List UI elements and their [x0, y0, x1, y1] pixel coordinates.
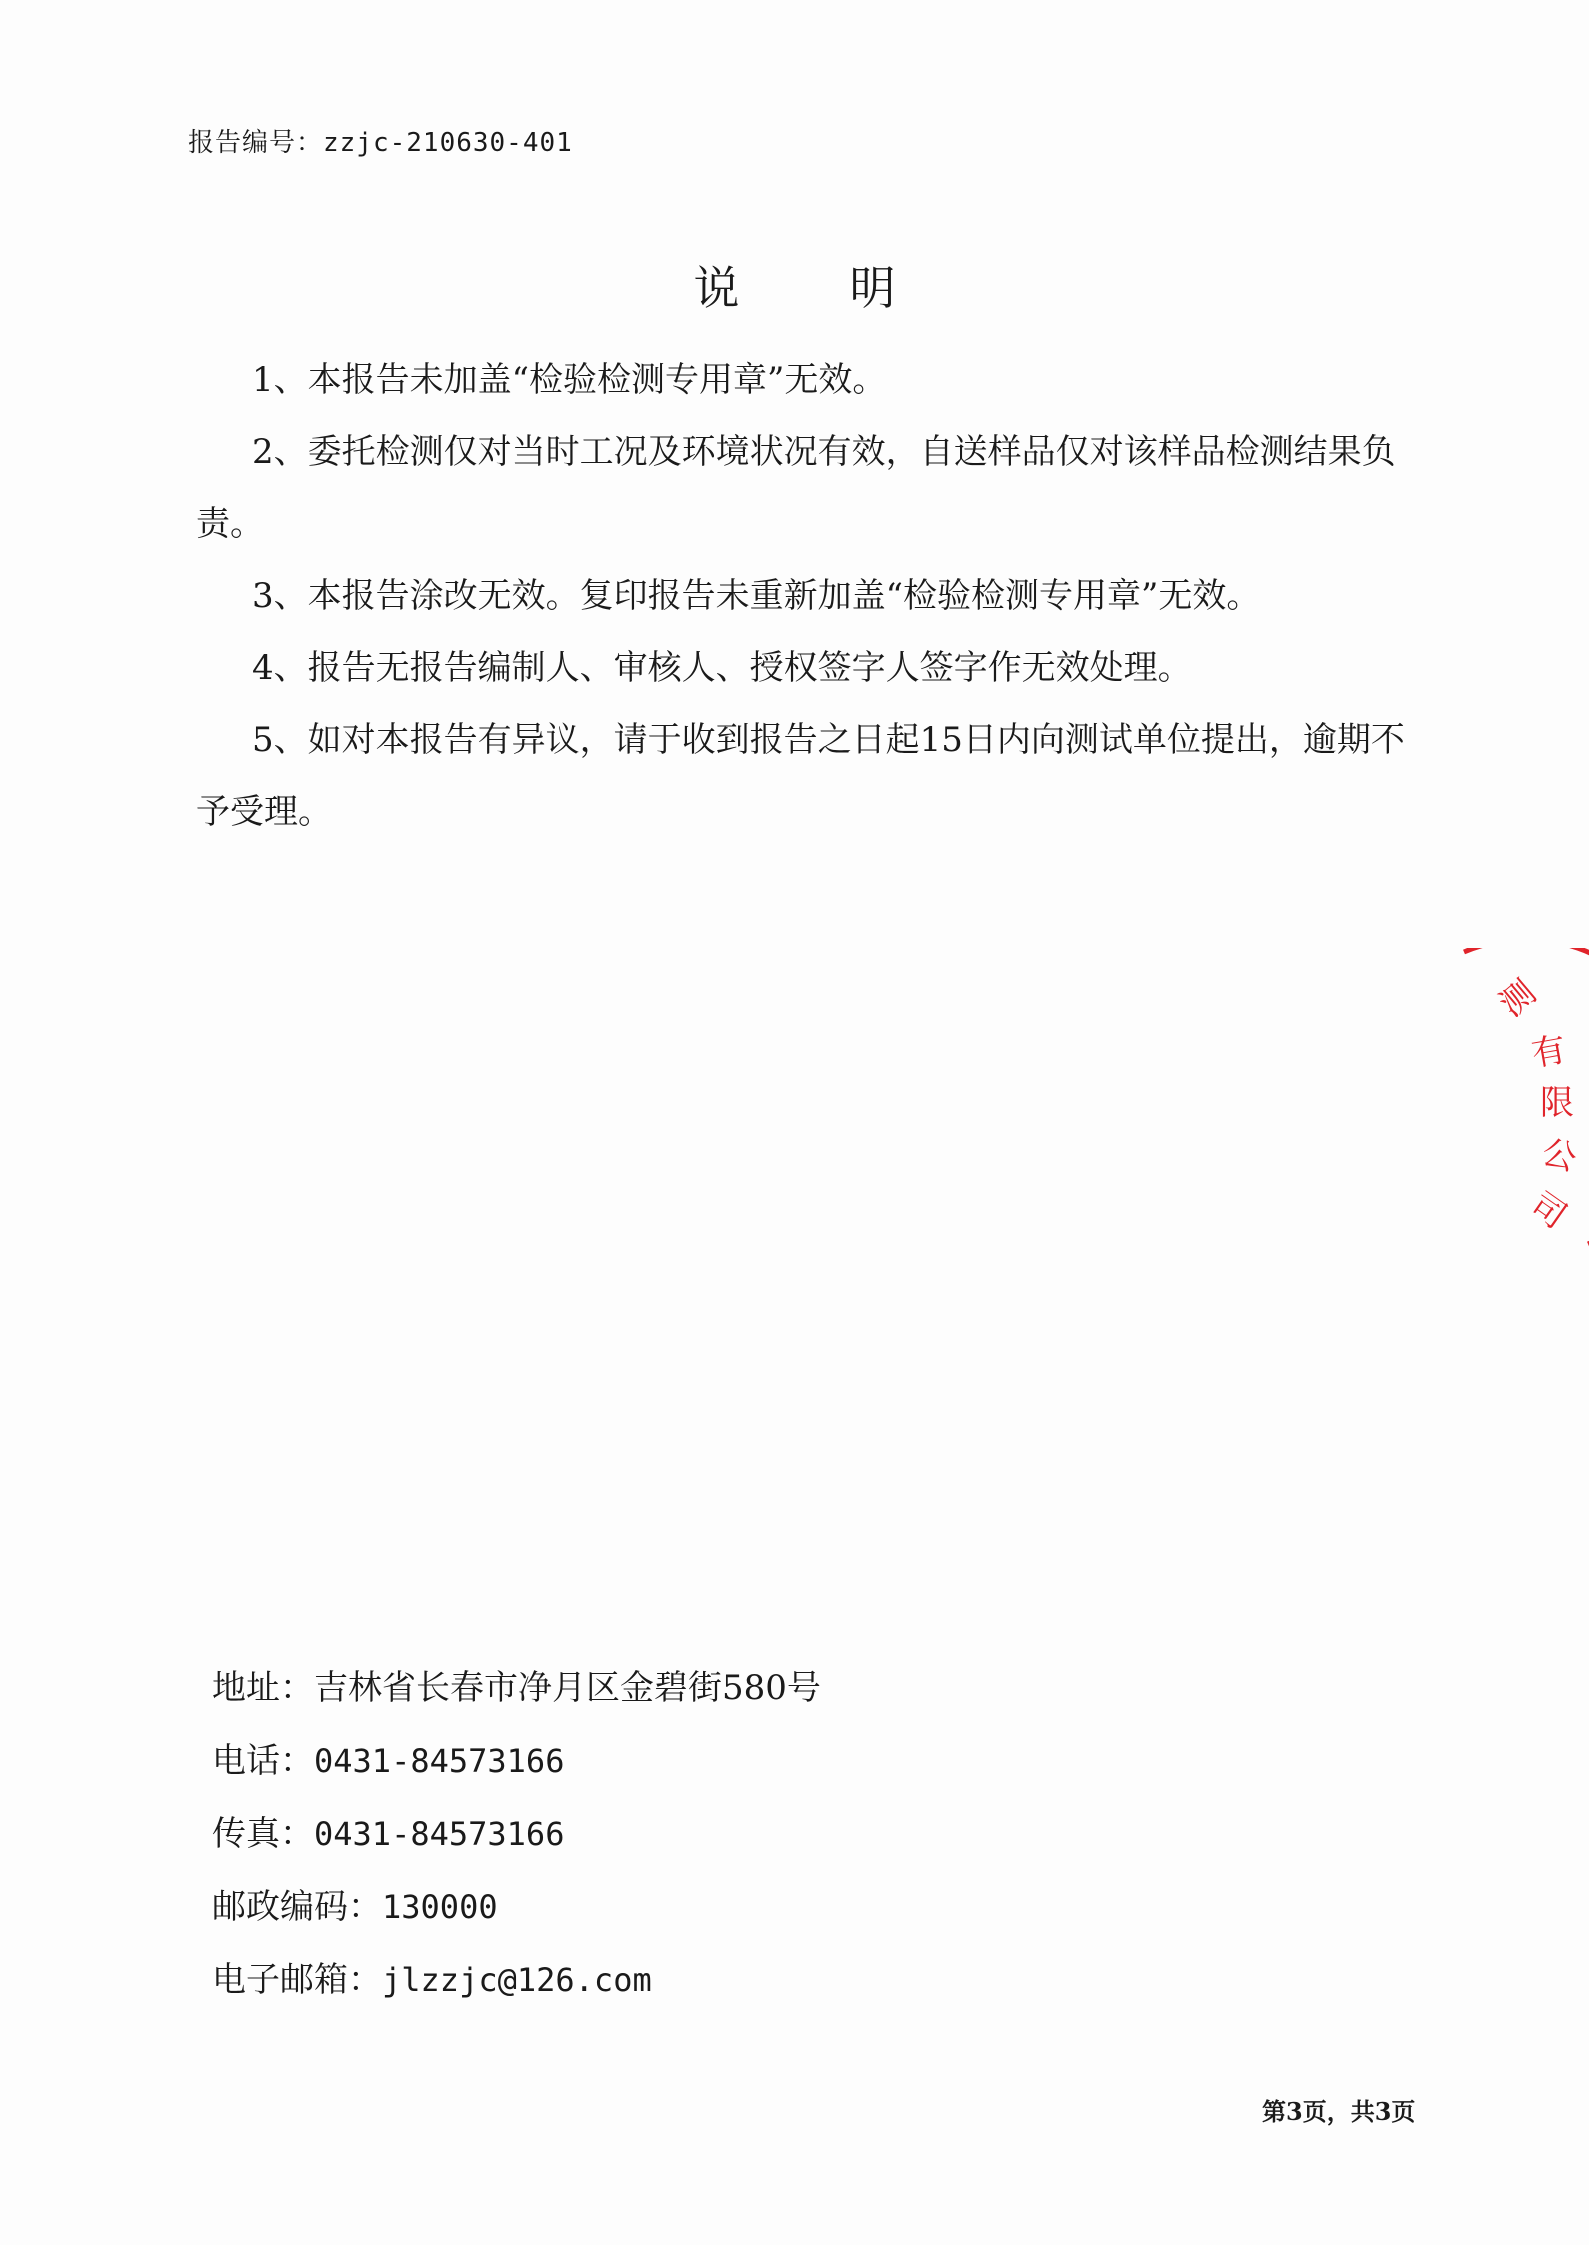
- phone-value: 0431-84573166: [314, 1742, 565, 1780]
- contact-info: [212, 1652, 1112, 2017]
- note-item: 1、本报告未加盖“检验检测专用章”无效。: [252, 360, 887, 400]
- svg-text:司: 司: [1522, 1184, 1574, 1237]
- company-seal-stamp: [1462, 948, 1589, 1248]
- postcode-value: 130000: [382, 1888, 498, 1926]
- svg-text:有: 有: [1528, 1029, 1570, 1075]
- address-label: 地址：: [212, 1668, 314, 1708]
- svg-text:测: 测: [1492, 972, 1544, 1025]
- address-value: 吉林省长春市净月区金碧街580号: [314, 1668, 821, 1708]
- email-value: jlzzjc@126.com: [382, 1961, 652, 1999]
- note-item: 4、报告无报告编制人、审核人、授权签字人签字作无效处理。: [252, 648, 1192, 688]
- phone-line: [212, 1725, 1112, 1798]
- report-number: 报告编号：zzjc-210630-401: [188, 128, 573, 158]
- svg-text:公: 公: [1537, 1132, 1581, 1180]
- postcode-label: 邮政编码：: [212, 1887, 382, 1927]
- fax-label: 传真：: [212, 1814, 314, 1854]
- note-item: 5、如对本报告有异议，请于收到报告之日起15日内向测试单位提出，逾期不予受理。: [196, 720, 1405, 832]
- fax-value: 0431-84573166: [314, 1815, 565, 1853]
- note-item: 2、委托检测仅对当时工况及环境状况有效，自送样品仅对该样品检测结果负责。: [196, 432, 1396, 544]
- phone-label: 电话：: [212, 1741, 314, 1781]
- address-line: [212, 1652, 1112, 1725]
- notes-list: [196, 344, 1406, 848]
- postcode-line: [212, 1871, 1112, 1944]
- email-line: [212, 1944, 1112, 2017]
- email-label: 电子邮箱：: [212, 1960, 382, 2000]
- page-number: 第3页，共3页: [1262, 2097, 1416, 2126]
- note-item: 3、本报告涂改无效。复印报告未重新加盖“检验检测专用章”无效。: [252, 576, 1261, 616]
- page-title: 说明: [693, 261, 1006, 315]
- fax-line: [212, 1798, 1112, 1871]
- svg-text:限: 限: [1540, 1083, 1574, 1123]
